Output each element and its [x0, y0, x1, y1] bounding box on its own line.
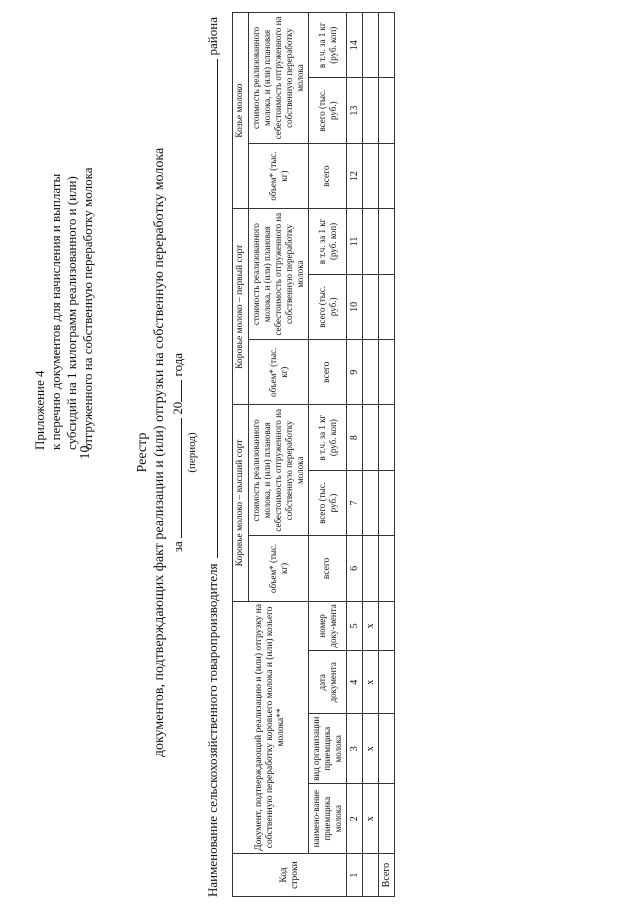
- doc-col-date: дата документа: [309, 651, 347, 714]
- cost-goat: стоимость реализованного молока, и (или) плановая себестоимость отгруженного на собственную переработку молока: [249, 13, 309, 144]
- col-num: 5: [347, 601, 363, 651]
- table-cell: [379, 651, 395, 714]
- col-num: 4: [347, 651, 363, 714]
- table-cell: [379, 340, 395, 405]
- table-cell: х: [363, 601, 379, 651]
- cost-high: стоимость реализованного молока, и (или) плановая себестоимость отгруженного на собственную переработку молока: [249, 405, 309, 536]
- table-cell: х: [363, 784, 379, 854]
- appendix-line-1: Приложение 4: [32, 370, 47, 450]
- volume-total-goat: всего: [309, 143, 347, 208]
- col-num: 6: [347, 536, 363, 601]
- cost-first: стоимость реализованного молока, и (или) плановая себестоимость отгруженного на собственную переработку молока: [249, 209, 309, 340]
- table-cell: [363, 78, 379, 143]
- group-high-grade: Коровье молоко – высший сорт: [233, 405, 249, 601]
- total-row-label: Всего: [379, 854, 395, 897]
- col-num: 1: [347, 854, 363, 897]
- volume-first: объем* (тыс. кг): [249, 340, 309, 405]
- header-code: Код строки: [233, 854, 347, 897]
- table-cell: [379, 78, 395, 143]
- col-num: 11: [347, 209, 363, 274]
- page-number: 10: [78, 445, 93, 460]
- title-line-2: документов, подтверждающих факт реализации и (или) отгрузки на собственную переработку молока: [152, 147, 167, 758]
- table-cell: [363, 340, 379, 405]
- per-kg-goat: в т.ч. за 1 кг (руб. коп): [309, 13, 347, 78]
- volume-goat: объем* (тыс. кг): [249, 143, 309, 208]
- col-num: 7: [347, 470, 363, 535]
- appendix-note: [32, 10, 96, 450]
- table-cell: [379, 405, 395, 470]
- group-first-grade: Коровье молоко – первый сорт: [233, 209, 249, 405]
- col-num: 9: [347, 340, 363, 405]
- volume-high: объем* (тыс. кг): [249, 536, 309, 601]
- producer-label: Наименование сельскохозяйственного товаропроизводителя: [205, 563, 220, 897]
- doc-col-recipient: наимено-вание приемщика молока: [309, 784, 347, 854]
- col-num: 12: [347, 143, 363, 208]
- per-kg-first: в т.ч. за 1 кг (руб. коп): [309, 209, 347, 274]
- registry-table: [232, 12, 395, 897]
- total-cost-high: всего (тыс. руб.): [309, 470, 347, 535]
- table-cell: [379, 274, 395, 339]
- table-cell: х: [363, 714, 379, 784]
- volume-total-first: всего: [309, 340, 347, 405]
- table-cell: [379, 143, 395, 208]
- total-cost-goat: всего (тыс. руб.): [309, 78, 347, 143]
- column-numbers-row: [347, 13, 363, 897]
- period-year: 20: [170, 401, 185, 415]
- table-cell: [379, 536, 395, 601]
- table-cell: [379, 209, 395, 274]
- volume-total-high: всего: [309, 536, 347, 601]
- appendix-line-4: отгруженного на собственную переработку молока: [80, 167, 95, 450]
- table-cell: [379, 13, 395, 78]
- producer-line: [205, 17, 221, 897]
- total-cost-first: всего (тыс. руб.): [309, 274, 347, 339]
- table-cell: х: [363, 651, 379, 714]
- table-cell: [379, 714, 395, 784]
- doc-col-org-type: вид организации приемщика молока: [309, 714, 347, 784]
- doc-col-number: номер доку-мента: [309, 601, 347, 651]
- table-row: [363, 13, 379, 897]
- appendix-line-3: субсидий на 1 килограмм реализованного и (или): [64, 176, 79, 450]
- table-cell: [363, 274, 379, 339]
- title-line-1: Реестр: [135, 432, 150, 473]
- col-num: 14: [347, 13, 363, 78]
- producer-suffix: района: [205, 17, 220, 56]
- col-num: 10: [347, 274, 363, 339]
- period-label: (период): [186, 432, 198, 473]
- col-num: 2: [347, 784, 363, 854]
- table-cell: [363, 143, 379, 208]
- col-num: 13: [347, 78, 363, 143]
- period-prefix: за: [170, 541, 185, 553]
- col-num: 3: [347, 714, 363, 784]
- col-num: 8: [347, 405, 363, 470]
- appendix-line-2: к перечню документов для начисления и выплаты: [48, 173, 63, 450]
- table-cell: [379, 784, 395, 854]
- table-cell: [363, 13, 379, 78]
- table-cell: [363, 405, 379, 470]
- table-cell: [363, 536, 379, 601]
- document-title: [134, 0, 168, 905]
- per-kg-high: в т.ч. за 1 кг (руб. коп): [309, 405, 347, 470]
- table-cell: [363, 209, 379, 274]
- header-document: Документ, подтверждающий реализацию и (или) отгрузку на собственную переработку коровьего молока и (или) козьего молока**: [233, 601, 309, 854]
- period-suffix: года: [170, 352, 185, 377]
- table-cell: [379, 601, 395, 651]
- table-cell: [363, 470, 379, 535]
- group-goat: Козье молоко: [233, 13, 249, 209]
- period-line: [170, 0, 198, 905]
- table-cell: [363, 854, 379, 897]
- total-row: [379, 13, 395, 897]
- table-cell: [379, 470, 395, 535]
